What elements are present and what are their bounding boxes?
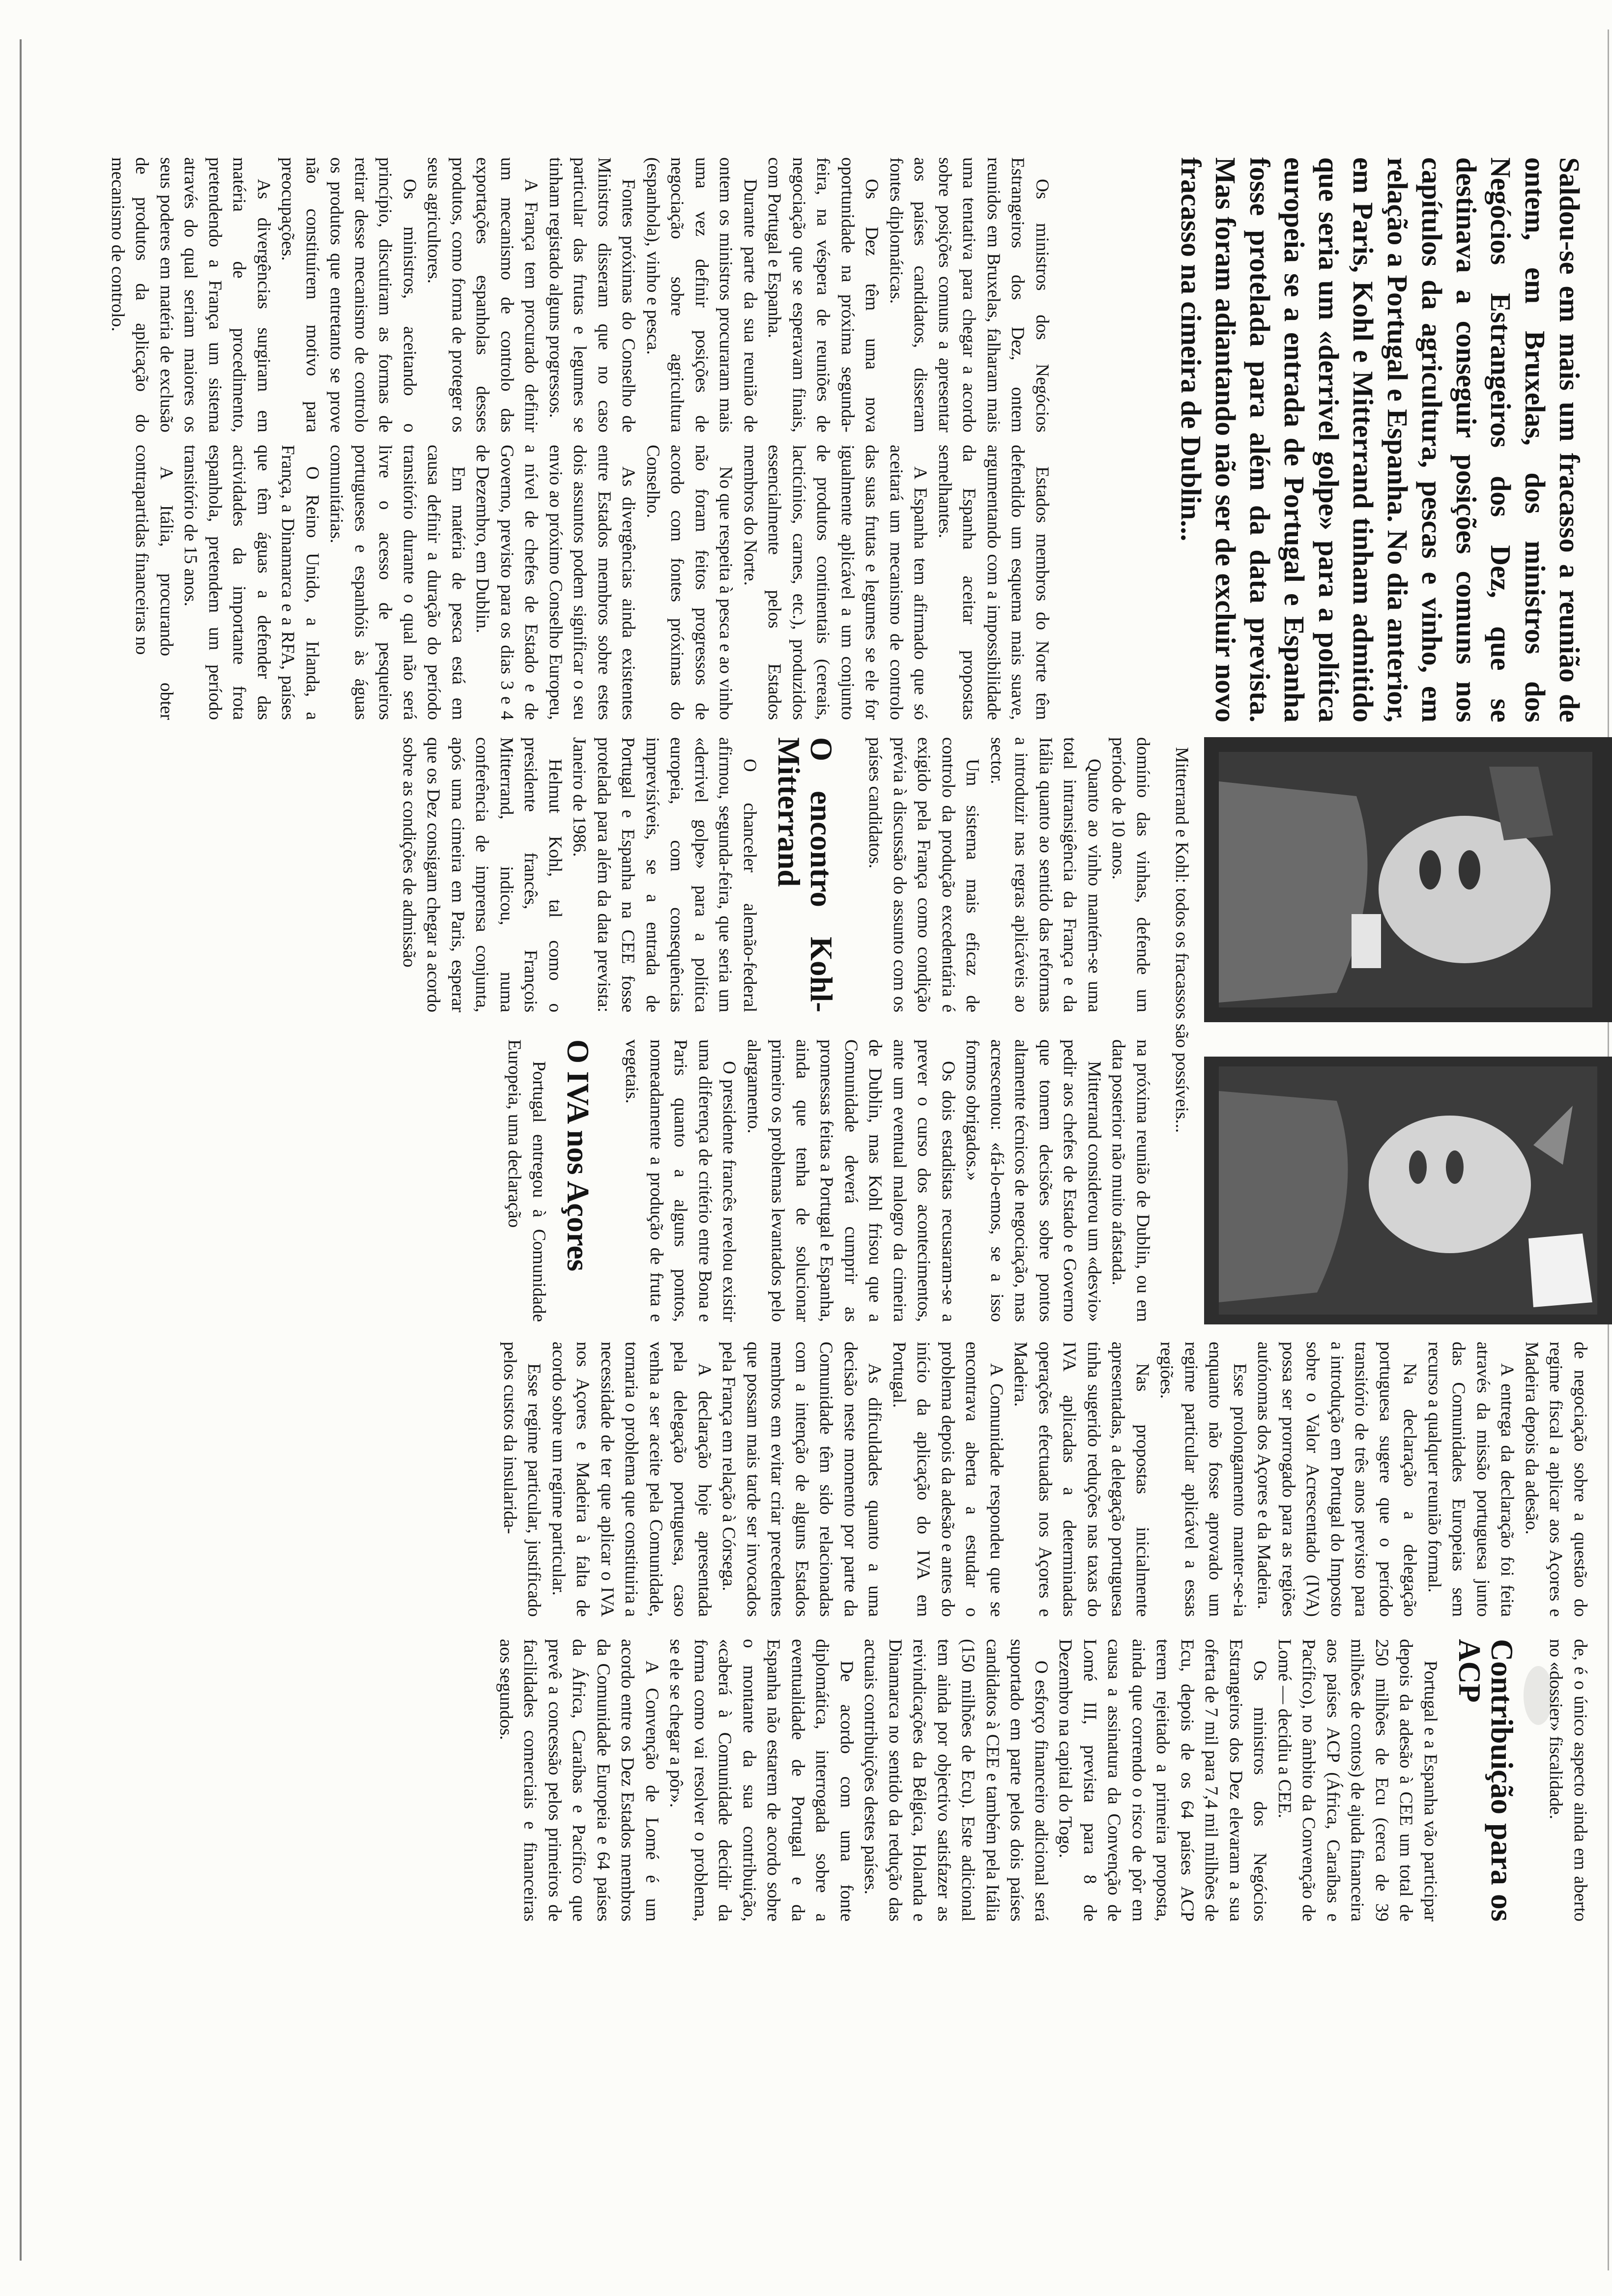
paragraph: O esforço financeiro adicional será suportado em parte pelos dois países candidatos à CEE e também pela Itália (150 milhões de Ecu). Este adicional tem ainda por objectivo satisfazer as reivindicações da Bélgica, Holanda e Dinamarca no sentido da redução das actuais contribuições destes países. (861, 1639, 1051, 1922)
paragraph: De acordo com uma fonte diplomática, interrogada sobre a eventualidade de Portugal e da Espanha não estarem de acordo sobre o montante da sua contribuição, «caberá à Comunidade decidir da forma como vai resolver o problema, se ele se chegar a pôr». (666, 1639, 857, 1922)
paragraph: Estados membros do Norte têm defendido um esquema mais suave, argumentando com a impossibilidade da Espanha aceitar propostas semelhantes. (935, 445, 1052, 720)
paragraph: As divergências ainda existentes entre Estados membros sobre estes dois assuntos podem significar o seu envio ao próximo Conselho Europeu, a nível de chefes de Estado e de Governo, previsto para os dias 3 e 4 de Dezembro, em Dublin. (472, 445, 639, 720)
mitterrand-photo-icon (1204, 1057, 1612, 1324)
paragraph: Portugal entregou à Comunidade Europeia, uma declaração (504, 1039, 549, 1322)
paragraph: As dificuldades quanto a uma decisão neste momento por parte da Comunidade têm sido relacionadas com a intenção de alguns Estados membros em evitar criar precedentes que possam mais tarde ser invocados pela França em relação à Córsega. (719, 1342, 885, 1617)
subheading-kohl-mitterrand: O encontro Kohl-Mitterrand (772, 737, 838, 1012)
column-3 (397, 737, 1155, 1012)
paragraph: Quanto ao vinho mantém-se uma total intransigência da França e da Itália quanto ao sentido das reformas a introduzir nas regras aplicáveis ao sector. (987, 737, 1104, 1012)
bottom-border-rule (20, 39, 22, 2261)
paragraph: de negociação sobre a questão do regime fiscal a aplicar aos Açores e Madeira depois da adesão. (1522, 1342, 1590, 1617)
article-lead: Saldou-se em mais um fracasso a reunião de ontem, em Bruxelas, dos ministros dos Negócios Estrangeiros dos Dez, que se destinava a conseguir posições comuns nos capítulos da agricultura, pescas e vinho, em relação a Portugal e Espanha. No dia anterior, em Paris, Kohl e Mitterrand tinham admitido que seria um «derrivel golpe» para a política europeia se a entrada de Portugal e Espanha fosse protelada para além da data prevista. Mas foram adiantando não ser de excluir novo fracasso na cimeira de Dublin... (1175, 157, 1585, 722)
column-1 (1174, 157, 1586, 722)
paragraph: na próxima reunião de Dublin, ou em data posterior não muito afastada. (1108, 1039, 1153, 1322)
paragraph: Na declaração a delegação portuguesa sugere que o período transitório de três anos previsto para a introdução em Portugal do Imposto sobre o Valor Acrescentado (IVA) possa ser prorrogado para as regiões autónomas dos Açores e da Madeira. (1254, 1342, 1420, 1617)
subheading-iva-acores: O IVA nos Açores (561, 1039, 595, 1272)
paragraph: Os ministros, aceitando o princípio, discutiram as formas de retirar desse mecanismo de controlo os produtos que entretanto se prove não constituírem motivo para preocupações. (278, 157, 420, 432)
paragraph: As divergências surgiram em matéria de procedimento, pretendendo a França um sistema através do qual seriam maiores os seus poderes em matéria de exclusão de produtos da aplicação do mecanismo de controlo. (108, 157, 274, 432)
paragraph: A França tem procurado definir um mecanismo de controlo das exportações espanholas desses produtos, como forma de proteger os seus agricultores. (424, 157, 542, 432)
paragraph: Portugal e a Espanha vão participar depois da adesão à CEE um total de 250 milhões de Ecu (cerca de 39 milhões de contos) de ajuda financeira aos países ACP (África, Caraíbas e Pacífico), no âmbito da Convenção de Lomé — decidiu a CEE. (1274, 1639, 1440, 1922)
column-6 (494, 1639, 1593, 1922)
paragraph: Helmut Kohl, tal como o presidente francês, François Mitterrand, indicou, numa conferência de imprensa conjunta, após uma cimeira em Paris, esperar que os Dez consigam chegar a acordo sobre as condições de admissão (399, 737, 565, 1012)
paragraph: A Comunidade respondeu que se encontrava aberta a estudar o problema depois da adesão e antes do início da aplicação do IVA em Portugal. (889, 1342, 1007, 1617)
paragraph: A Convenção de Lomé é um acordo entre os Dez Estados membros da Comunidade Europeia e 64 países da África, Caraíbas e Pacífico que prevê a concessão pelos primeiros de facilidades comerciais e financeiras aos segundos. (496, 1639, 662, 1922)
paragraph: Em matéria de pesca está em causa definir a duração do período transitório durante o qual não será livre o acesso de pesqueiros portugueses e espanhóis às águas comunitárias. (326, 445, 468, 720)
paragraph: Os dois estadistas recusaram-se a prever o curso dos acontecimentos, ante um eventual malogro da cimeira de Dublin, mas Kohl frisou que a Comunidade deverá cumprir as promessas feitas a Portugal e Espanha, ainda que tenha de solucionar primeiro os problemas levantados pelo alargamento. (744, 1039, 958, 1322)
photo-mitterrand (1204, 1057, 1612, 1324)
paragraph: Fontes próximas do Conselho de Ministros disseram que no caso particular das frutas e legumes se tinham registado alguns progressos. (546, 157, 639, 432)
paragraph: Mitterrand considerou um «desvio» pedir aos chefes de Estado e Governo que tomem decisões sobre pontos altamente técnicos de negociação, mas acrescentou: «fá-lo-emos, se a isso formos obrigados.» (962, 1039, 1104, 1322)
paragraph: A declaração hoje apresentada pela delegação portuguesa, caso venha a ser aceite pela Comunidade, tornaria o problema que constituiria a necessidade de ter que aplicar o IVA nos Açores e Madeira à falta de acordo sobre um regime particular. (548, 1342, 715, 1617)
paragraph: Os ministros dos Negócios Estrangeiros dos Dez elevaram a sua oferta de 7 mil para 7,4 mil milhões de Ecu, depois de os 64 países ACP terem rejeitado a primeira proposta, ainda que correndo o risco de pôr em causa a assinatura da Convenção de Lomé III, prevista para 8 de Dezembro na capital do Togo. (1055, 1639, 1270, 1922)
paragraph: Um sistema mais eficaz de controlo da produção excedentária é exigido pela França como condição prévia à discussão do assunto com os países candidatos. (865, 737, 983, 1012)
column-5 (498, 1342, 1593, 1617)
paragraph: O presidente francês revelou existir uma diferença de critério entre Bona e Paris quanto a alguns pontos, nomeadamente a produção de fruta e vegetais. (622, 1039, 740, 1322)
column-2 (130, 445, 1054, 720)
paragraph: A Itália, procurando obter contrapartidas financeiras no (132, 445, 176, 720)
paragraph: O Reino Unido, a Irlanda, a França, a Dinamarca e a RFA, países que têm águas a defender das actividades da importante frota espanhola, pretendem um período transitório de 15 anos. (180, 445, 322, 720)
paragraph: Esse regime particular, justificado pelos custos da insularida- (500, 1342, 545, 1617)
kohl-photo-icon (1204, 737, 1612, 1022)
paragraph: Os Dez têm uma nova oportunidade na próxima segunda-feira, na véspera de reuniões de negociação que se esperavam finais, com Portugal e Espanha. (764, 157, 882, 432)
column-4 (502, 1039, 1155, 1322)
paragraph: Os ministros dos Negócios Estrangeiros dos Dez, ontem reunidos em Bruxelas, falharam mais uma tentativa para chegar a acordo sobre posições comuns a apresentar aos países candidatos, disseram fontes diplomáticas. (886, 157, 1052, 432)
paragraph: O chanceler alemão-federal afirmou, segunda-feira, que seria um «derrivel golpe» para a política europeia, com consequências imprevisíveis, se a entrada de Portugal e Espanha na CEE fosse protelada para além da data prevista: Janeiro de 1986. (569, 737, 760, 1012)
paragraph: de, é o único aspecto ainda em aberto no «dossier» fiscalidade. (1546, 1639, 1590, 1922)
paragraph: No que respeita à pesca e ao vinho não foram feitos progressos de acordo com fontes próximas do Conselho. (643, 445, 736, 720)
photo-caption: Mitterrand e Kohl: todos os fracassos são possíveis... (1172, 747, 1192, 1133)
photo-kohl (1204, 737, 1612, 1022)
paragraph: Nas propostas inicialmente apresentadas, a delegação portuguesa tinha sugerido reduções nas taxas do IVA aplicadas a determinadas operações efectuadas nos Açores e Madeira. (1010, 1342, 1152, 1617)
subheading-contribuicao-acp: Contribuição para os ACP (1452, 1639, 1519, 1922)
paragraph: A Espanha tem afirmado que só aceitará um mecanismo de controlo das suas frutas e legumes se ele for igualmente aplicável a um conjunto de produtos continentais (cereais, lacticínios, carnes, etc.), produzidos essencialmente pelos Estados membros do Norte. (740, 445, 931, 720)
paragraph: Durante parte da sua reunião de ontem os ministros procuraram mais uma vez definir posições de negociação sobre agricultura (espanhola), vinho e pesca. (643, 157, 760, 432)
paragraph: A entrega da declaração foi feita através da missão portuguesa junto das Comunidades Europeias sem recurso a qualquer reunião formal. (1424, 1342, 1518, 1617)
paragraph: Esse prolongamento manter-se-ia enquanto não fosse aprovado um regime particular aplicável a essas regiões. (1156, 1342, 1250, 1617)
paragraph: domínio das vinhas, defende um período de 10 anos. (1108, 737, 1153, 1012)
column-1-body (106, 157, 1055, 432)
